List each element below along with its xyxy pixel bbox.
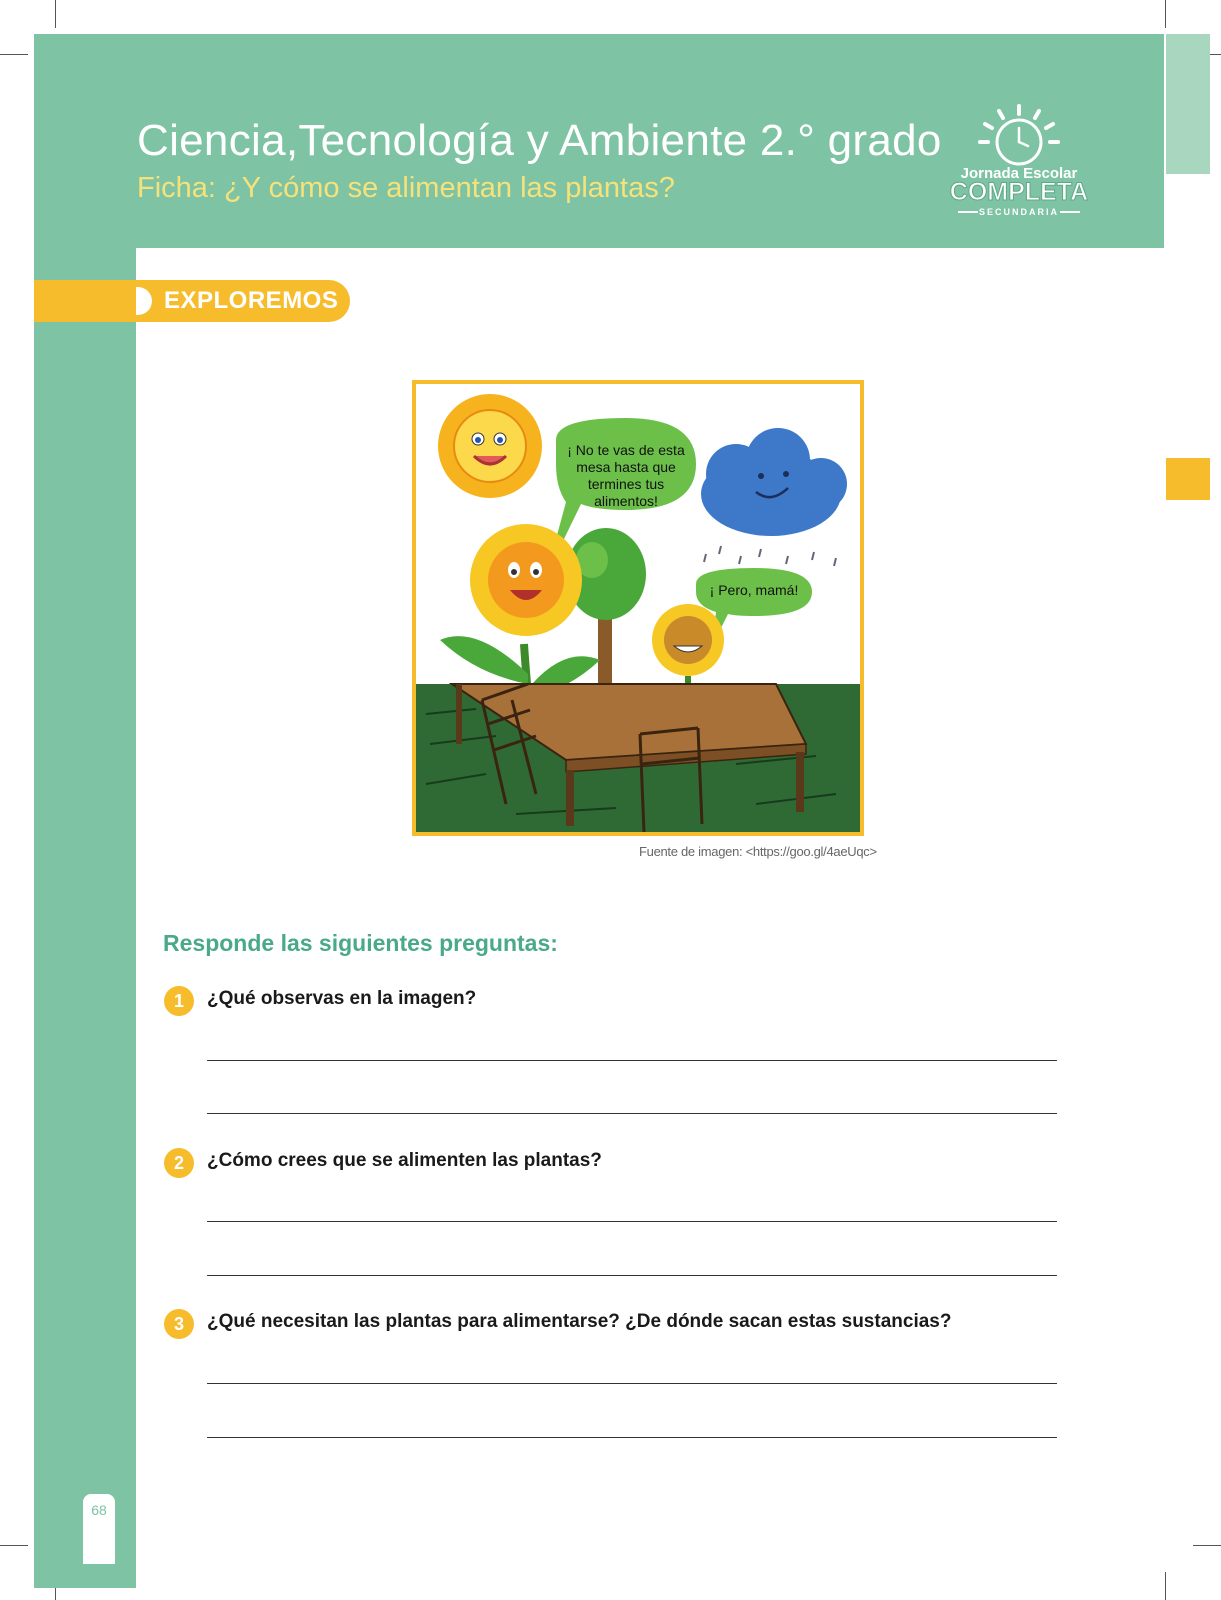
crop-mark (1165, 1572, 1166, 1600)
answer-line[interactable] (207, 1437, 1057, 1438)
section-label: EXPLOREMOS (164, 287, 339, 314)
jec-logo (944, 102, 1094, 220)
image-source: Fuente de imagen: <https://goo.gl/4aeUqc> (639, 844, 877, 859)
question-2-text: ¿Cómo crees que se alimenten las plantas? (207, 1150, 602, 1171)
logo-line2: COMPLETA (949, 178, 1089, 206)
logo-line1: Jornada Escolar (960, 165, 1078, 182)
question-3-text: ¿Qué necesitan las plantas para alimentarse? ¿De dónde sacan estas sustancias? (207, 1311, 952, 1332)
edge-tab-green (1166, 34, 1210, 174)
crop-mark (0, 1545, 28, 1546)
crop-mark (55, 0, 56, 28)
question-number: 3 (164, 1309, 194, 1339)
question-number: 1 (164, 986, 194, 1016)
crop-mark (1165, 0, 1166, 28)
page-subtitle: Ficha: ¿Y cómo se alimentan las plantas? (137, 172, 675, 204)
edge-tab-yellow (1166, 458, 1210, 500)
cartoon-illustration (412, 380, 864, 836)
question-1-text: ¿Qué observas en la imagen? (207, 988, 477, 1009)
crop-mark (0, 54, 28, 55)
crop-mark (1193, 1545, 1221, 1546)
page-title: Ciencia,Tecnología y Ambiente 2.° grado (137, 116, 942, 165)
sunflower-child-icon (652, 604, 724, 694)
answer-line[interactable] (207, 1113, 1057, 1114)
side-band (34, 248, 136, 1588)
answer-line[interactable] (207, 1060, 1057, 1061)
answer-line[interactable] (207, 1221, 1057, 1222)
logo-line3: SECUNDARIA (978, 207, 1060, 217)
sun-icon (438, 394, 542, 498)
sun-clock-icon (944, 102, 1094, 220)
question-number: 2 (164, 1148, 194, 1178)
bubble-child-text: ¡ Pero, mamá! (709, 582, 799, 598)
answer-line[interactable] (207, 1383, 1057, 1384)
page-number: 68 (91, 1502, 107, 1518)
cloud-icon (701, 428, 847, 566)
questions-heading: Responde las siguientes preguntas: (163, 930, 558, 956)
bubble-mother-text: ¡ No te vas de esta mesa hasta que termines tus alimentos! (567, 442, 685, 509)
answer-line[interactable] (207, 1275, 1057, 1276)
